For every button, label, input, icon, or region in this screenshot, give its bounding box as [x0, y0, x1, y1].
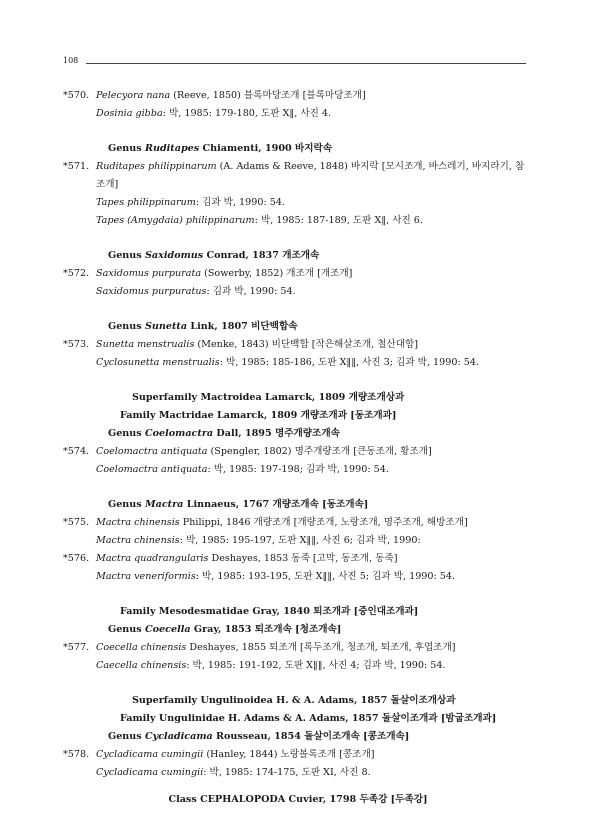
taxon-name: Cycladicama cumingii [96, 767, 204, 778]
synonym-line [63, 568, 533, 586]
text-segment: Superfamily Ungulinoidea H. & A. Adams, 1857 돌살이조개상과 [132, 695, 456, 706]
taxon-name: Coecella chinensis [96, 642, 187, 653]
species-entry [63, 158, 533, 194]
entry-number: *570. [63, 90, 90, 101]
species-entry [63, 265, 533, 283]
genus-heading [63, 621, 533, 639]
synonym-line [63, 212, 533, 230]
taxon-name: Mactra veneriformis [96, 571, 196, 582]
taxon-name: Mactra chinensis [96, 535, 180, 546]
text-segment: (Spengler, 1802) 명주개량조개 [큰동조개, 황조개] [207, 446, 432, 457]
synonym-line [63, 532, 533, 550]
text-segment: (Menke, 1843) 비단백합 [작은해살조개, 철산대합] [194, 339, 419, 350]
text-segment: Chiamenti, 1900 바지락속 [199, 143, 333, 154]
text-segment: : 김과 박, 1990: 54. [206, 286, 296, 297]
taxon-name: Coelomactra antiquata [96, 464, 208, 475]
entry-text [96, 514, 533, 532]
entry-text [96, 443, 533, 461]
text-segment: Genus [108, 499, 145, 510]
text-segment: Linnaeus, 1767 개량조개속 [동조개속] [183, 499, 369, 510]
text-segment: Genus [108, 428, 145, 439]
entry-number: *575. [63, 517, 90, 528]
header-rule [86, 63, 526, 64]
entry-number: *576. [63, 553, 90, 564]
taxon-name: Coelomactra antiquata [96, 446, 208, 457]
text-segment: : 박, 1985: 191-192, 도판 Ⅹ‖‖, 사진 4; 김과 박, 1990: 54. [186, 660, 446, 671]
entry-number: *577. [63, 642, 90, 653]
text-segment: : 김과 박, 1990: 54. [195, 197, 286, 208]
text-segment: Family Ungulinidae H. Adams & A. Adams, 1857 돌살이조개과 [밤굽조개과] [120, 713, 497, 724]
entry-number: *578. [63, 749, 90, 760]
text-segment: Family Mactridae Lamarck, 1809 개량조개과 [동조개과] [120, 410, 397, 421]
taxon-name: Dosinia gibba [96, 108, 163, 119]
text-segment: : 박, 1985: 193-195, 도판 Ⅹ‖‖, 사진 5; 김과 박, 1990: 54. [195, 571, 456, 582]
genus-heading [63, 728, 533, 746]
family-heading [63, 603, 533, 621]
genus-heading [63, 247, 533, 265]
taxon-name: Mactra quadrangularis [96, 553, 209, 564]
text-segment: (Reeve, 1850) 블록마당조개 [블록마당조개] [170, 90, 366, 101]
synonym-line [63, 354, 533, 372]
text-segment: (A. Adams & Reeve, 1848) 바지락 [모시조개, 바스레기, 바지라기, 참조개] [96, 161, 525, 190]
taxon-name: Tapes (Amygdaia) philippinarum [96, 215, 255, 226]
taxon-name: Ruditapes philippinarum [96, 161, 217, 172]
family-heading [63, 710, 533, 728]
taxon-name: Caecella chinensis [96, 660, 187, 671]
taxon-name: Sunetta menstrualis [96, 339, 195, 350]
text-segment: : 박, 1985: 179-180, 도판 Ⅹ‖, 사진 4. [162, 108, 332, 119]
text-segment: Rousseau, 1854 돌살이조개속 [콩조개속] [212, 731, 410, 742]
text-segment: Gray, 1853 퇴조개속 [청조개속] [190, 624, 342, 635]
page-content [63, 87, 533, 809]
entry-number: *573. [63, 339, 90, 350]
text-segment: Philippi, 1846 개량조개 [개량조개, 노랑조개, 명주조개, 해방조개] [179, 517, 468, 528]
taxon-name: Cycladicama cumingii [96, 749, 204, 760]
entry-text [96, 746, 533, 764]
species-entry [63, 514, 533, 532]
entry-text [96, 158, 533, 194]
superfamily-heading [63, 389, 533, 407]
class-heading [63, 791, 533, 809]
taxon-name: Coelomactra [145, 428, 214, 439]
text-segment: Deshayes, 1853 동죽 [고막, 동조개, 동죽] [208, 553, 398, 564]
text-segment: Dall, 1895 명주개량조개속 [213, 428, 340, 439]
genus-heading [63, 496, 533, 514]
synonym-line [63, 105, 533, 123]
synonym-line [63, 461, 533, 479]
text-segment: Superfamily Mactroidea Lamarck, 1809 개량조개상과 [132, 392, 405, 403]
text-segment: : 박, 1985: 174-175, 도판 XI, 사진 8. [203, 767, 371, 778]
taxon-name: Saxidomus purpurata [96, 268, 202, 279]
taxon-name: Coecella [145, 624, 191, 635]
entry-number: *572. [63, 268, 90, 279]
species-entry [63, 336, 533, 354]
taxon-name: Pelecyora nana [96, 90, 171, 101]
text-segment: Link, 1807 비단백합속 [187, 321, 298, 332]
taxon-name: Mactra [145, 499, 184, 510]
species-entry [63, 746, 533, 764]
text-segment: Genus [108, 250, 145, 261]
taxon-name: Ruditapes [145, 143, 200, 154]
synonym-line [63, 764, 533, 782]
text-segment: (Hanley, 1844) 노랑볼록조개 [콩조개] [203, 749, 375, 760]
taxon-name: Cyclosunetta menstrualis [96, 357, 220, 368]
text-segment: : 박, 1985: 197-198; 김과 박, 1990: 54. [207, 464, 389, 475]
genus-heading [63, 425, 533, 443]
genus-heading [63, 318, 533, 336]
entry-text [96, 639, 533, 657]
text-segment: Genus [108, 731, 145, 742]
entry-text [96, 265, 533, 283]
superfamily-heading [63, 692, 533, 710]
text-segment: Family Mesodesmatidae Gray, 1840 퇴조개과 [중인대조개과] [120, 606, 419, 617]
text-segment: : 박, 1985: 195-197, 도판 Ⅹ‖‖, 사진 6; 김과 박, 1990: [179, 535, 421, 546]
taxon-name: Cycladicama [145, 731, 213, 742]
entry-number: *574. [63, 446, 90, 457]
text-segment: Genus [108, 321, 145, 332]
entry-number: *571. [63, 161, 90, 172]
text-segment: Genus [108, 143, 145, 154]
synonym-line [63, 657, 533, 675]
text-segment: : 박, 1985: 185-186, 도판 Ⅹ‖‖, 사진 3; 김과 박, 1990: 54. [219, 357, 479, 368]
family-heading [63, 407, 533, 425]
taxon-name: Sunetta [145, 321, 188, 332]
text-segment: Genus [108, 624, 145, 635]
text-segment: Class CEPHALOPODA Cuvier, 1798 두족강 [두족강] [168, 794, 428, 805]
species-entry [63, 443, 533, 461]
entry-text [96, 336, 533, 354]
species-entry [63, 87, 533, 105]
text-segment: (Sowerby, 1852) 개조개 [개조개] [201, 268, 353, 279]
species-entry [63, 550, 533, 568]
entry-text [96, 87, 533, 105]
taxon-name: Saxidomus [145, 250, 204, 261]
genus-heading [63, 140, 533, 158]
text-segment: Conrad, 1837 개조개속 [203, 250, 320, 261]
page-number: 108 [63, 56, 79, 65]
text-segment: : 박, 1985: 187-189, 도판 Ⅹ‖, 사진 6. [254, 215, 423, 226]
taxon-name: Mactra chinensis [96, 517, 180, 528]
species-entry [63, 639, 533, 657]
entry-text [96, 550, 533, 568]
taxon-name: Tapes philippinarum [96, 197, 196, 208]
text-segment: Deshayes, 1855 퇴조개 [록두조개, 청조개, 퇴조개, 후엽조개] [186, 642, 456, 653]
synonym-line [63, 194, 533, 212]
taxon-name: Saxidomus purpuratus [96, 286, 207, 297]
synonym-line [63, 283, 533, 301]
